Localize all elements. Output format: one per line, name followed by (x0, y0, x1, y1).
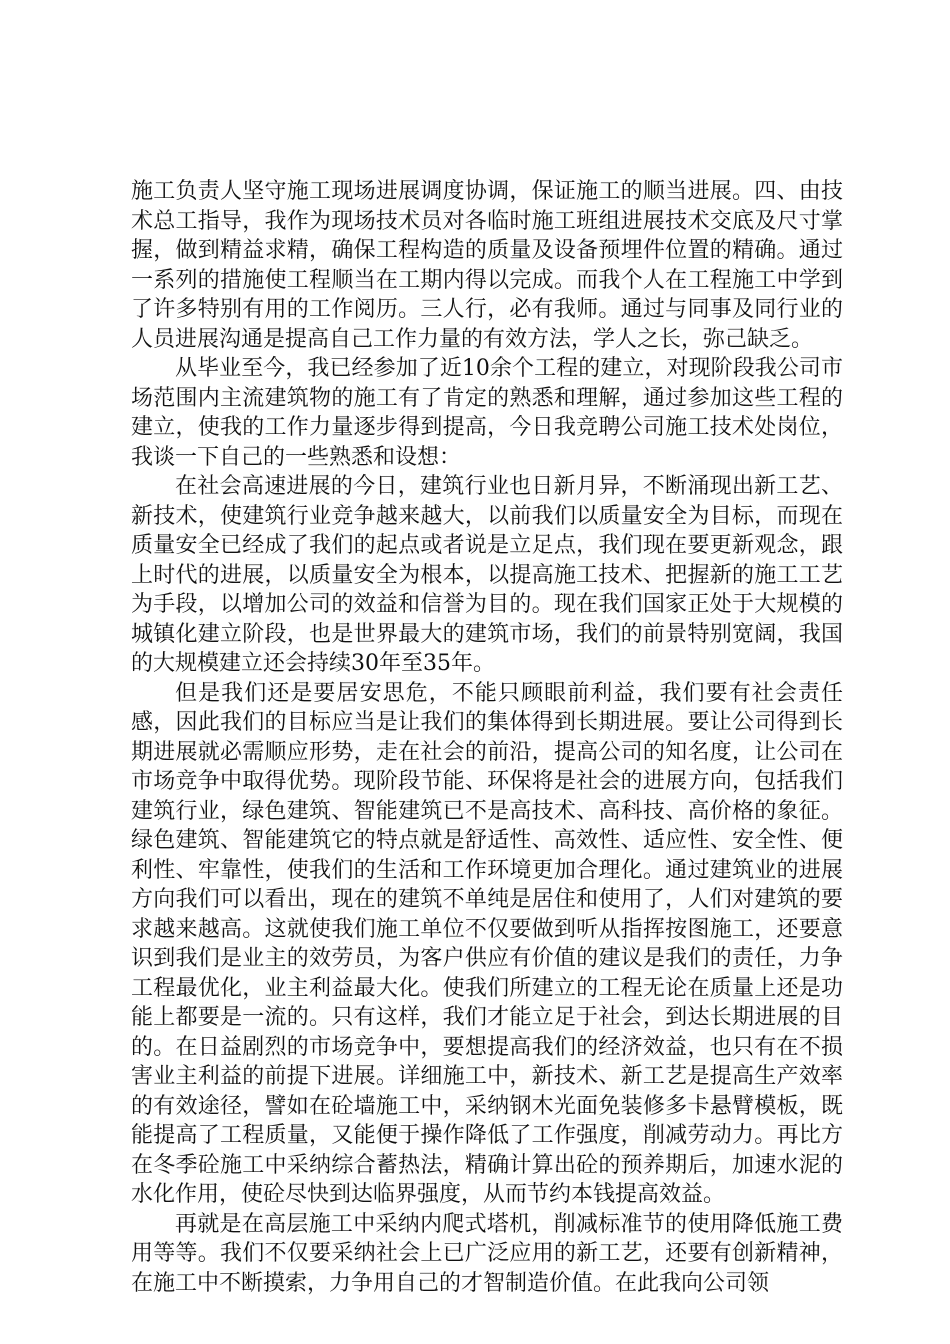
paragraph-5: 再就是在高层施工中采纳内爬式塔机，削减标准节的使用降低施工费用等等。我们不仅要采纳社会上已广泛应用的新工艺，还要有创新精神，在施工中不断摸索，力争用自己的才智制造价值。在此我向公司领 (131, 1211, 843, 1296)
document-body (131, 177, 843, 1298)
paragraph-2: 从毕业至今，我已经参加了近10余个工程的建立，对现阶段我公司市场范围内主流建筑物的施工有了肯定的熟悉和理解，通过参加这些工程的建立，使我的工作力量逐步得到提高，今日我竞聘公司施工技术处岗位，我谈一下自己的一些熟悉和设想： (131, 356, 843, 470)
paragraph-3: 在社会高速进展的今日，建筑行业也日新月异，不断涌现出新工艺、新技术，使建筑行业竞争越来越大，以前我们以质量安全为目标，而现在质量安全已经成了我们的起点或者说是立足点，我们现在要更新观念，跟上时代的进展，以质量安全为根本，以提高施工技术、把握新的施工工艺为手段，以增加公司的效益和信誉为目的。现在我们国家正处于大规模的城镇化建立阶段，也是世界最大的建筑市场，我们的前景特别宽阔，我国的大规模建立还会持续30年至35年。 (131, 474, 843, 676)
paragraph-4: 但是我们还是要居安思危，不能只顾眼前利益，我们要有社会责任感，因此我们的目标应当是让我们的集体得到长期进展。要让公司得到长期进展就必需顺应形势，走在社会的前沿，提高公司的知名度，让公司在市场竞争中取得优势。现阶段节能、环保将是社会的进展方向，包括我们建筑行业，绿色建筑、智能建筑已不是高技术、高科技、高价格的象征。绿色建筑、智能建筑它的特点就是舒适性、高效性、适应性、安全性、便利性、牢靠性，使我们的生活和工作环境更加合理化。通过建筑业的进展方向我们可以看出，现在的建筑不单纯是居住和使用了，人们对建筑的要求越来越高。这就使我们施工单位不仅要做到听从指挥按图施工，还要意识到我们是业主的效劳员，为客户供应有价值的建议是我们的责任，力争工程最优化，业主利益最大化。使我们所建立的工程无论在质量上还是功能上都要是一流的。只有这样，我们才能立足于社会，到达长期进展的目的。在日益剧烈的市场竞争中，要想提高我们的经济效益，也只有在不损害业主利益的前提下进展。详细施工中，新技术、新工艺是提高生产效率的有效途径，譬如在砼墙施工中，采纳钢木光面免装修多卡悬臂模板，既能提高了工程质量，又能便于操作降低了工作强度，削减劳动力。再比方在冬季砼施工中采纳综合蓄热法，精确计算出砼的预养期后，加速水泥的水化作用，使砼尽快到达临界强度，从而节约本钱提高效益。 (131, 680, 843, 1207)
paragraph-1: 施工负责人坚守施工现场进展调度协调，保证施工的顺当进展。四、由技术总工指导，我作为现场技术员对各临时施工班组进展技术交底及尺寸掌握，做到精益求精，确保工程构造的质量及设备预埋件位置的精确。通过一系列的措施使工程顺当在工期内得以完成。而我个人在工程施工中学到了许多特别有用的工作阅历。三人行，必有我师。通过与同事及同行业的人员进展沟通是提高自己工作力量的有效方法，学人之长，弥己缺乏。 (131, 179, 843, 352)
